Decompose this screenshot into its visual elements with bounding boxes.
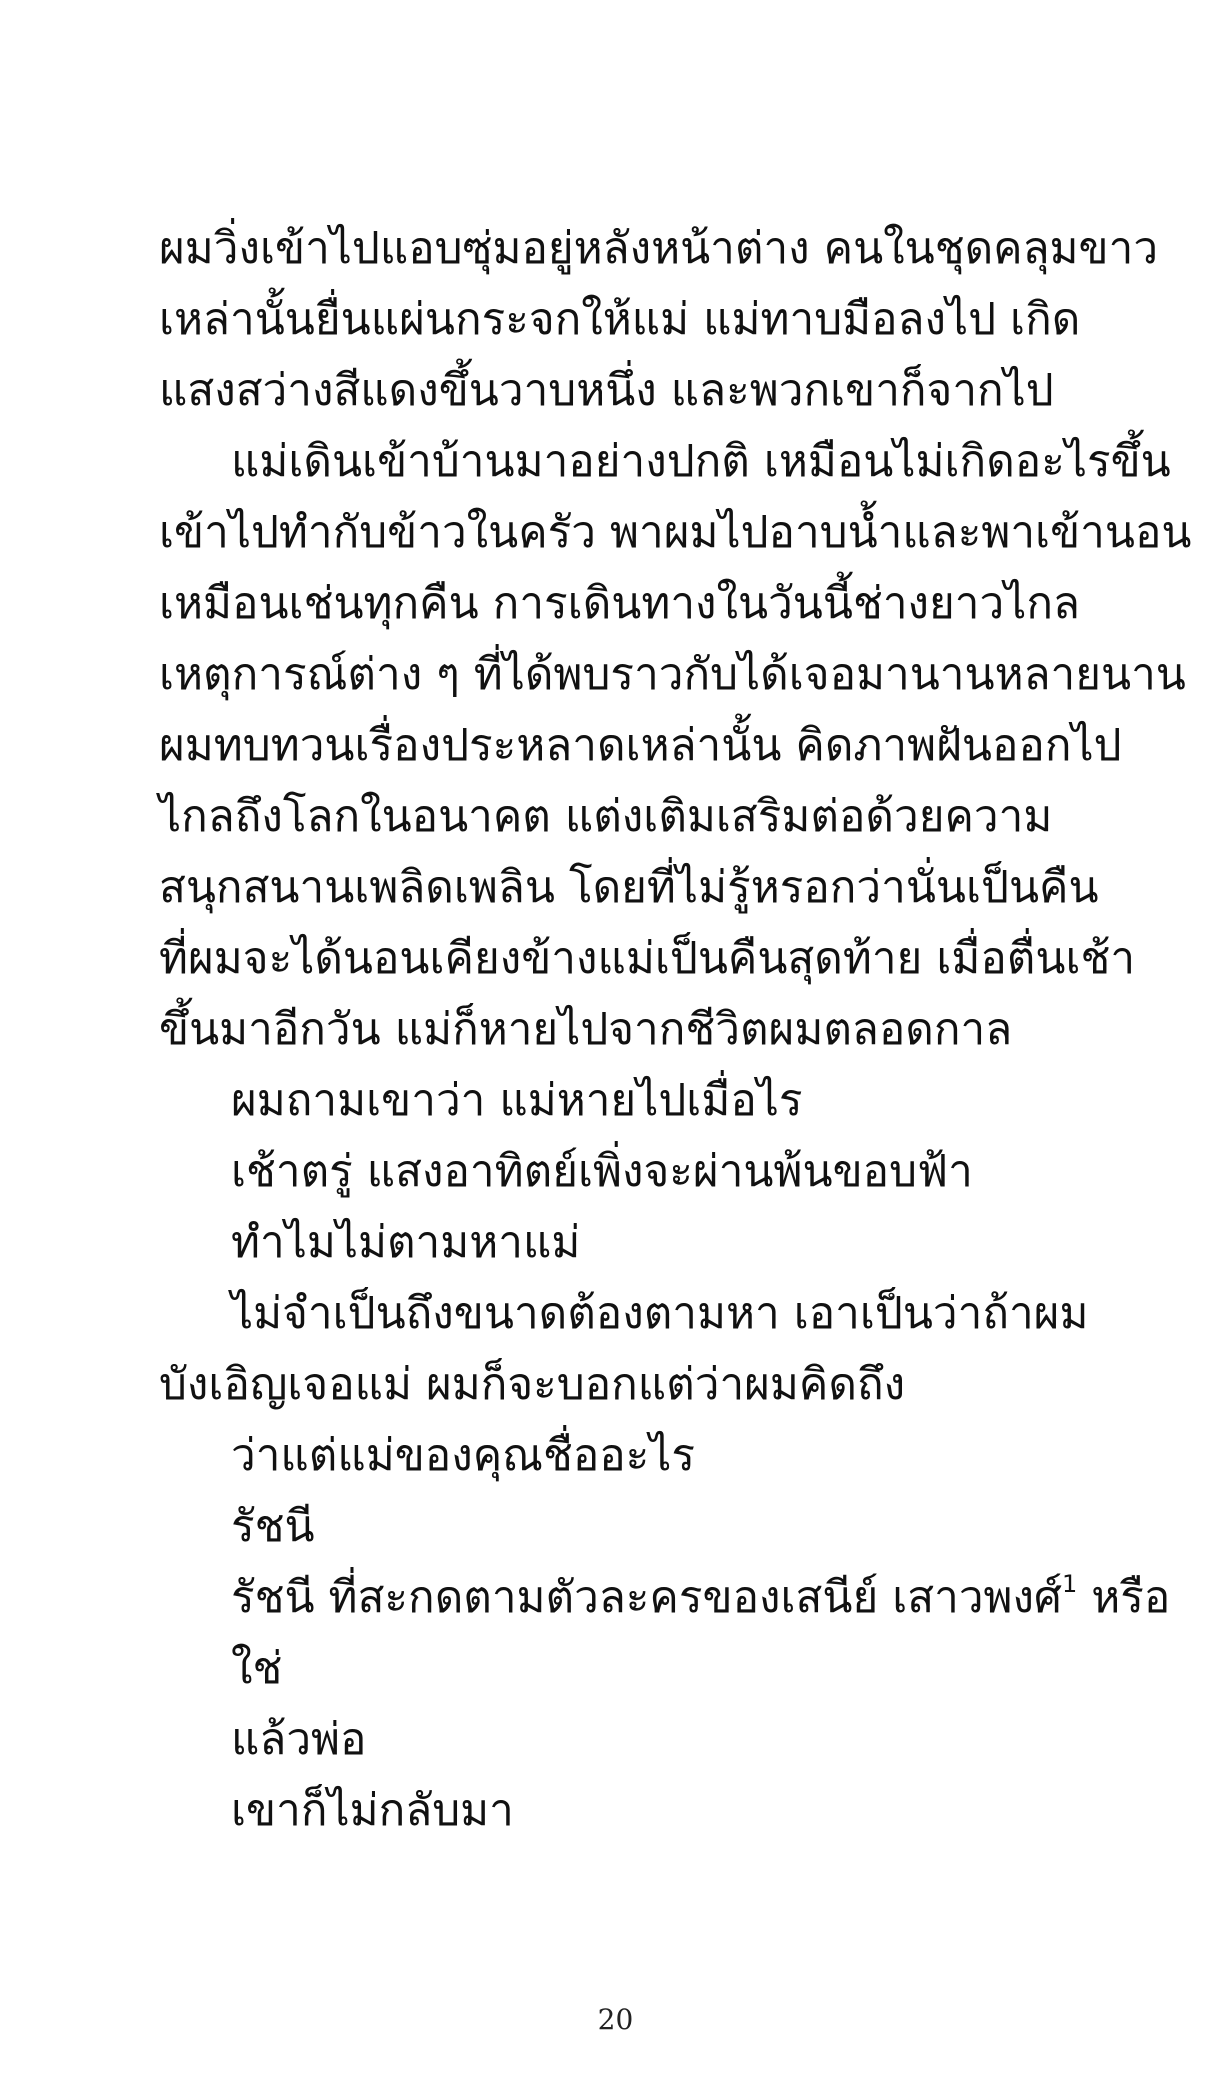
text-line: แล้วพ่อ <box>231 1714 367 1765</box>
text-line: รัชนี <box>231 1501 315 1552</box>
text-segment: รัชนี ที่สะกดตามตัวละครของเสนีย์ เสาวพงศ์ <box>231 1572 1062 1623</box>
text-line: ทำไมไม่ตามหาแม่ <box>231 1217 581 1268</box>
text-segment: หรือ <box>1077 1572 1171 1623</box>
text-line: ผมถามเขาว่า แม่หายไปเมื่อไร <box>231 1075 803 1126</box>
text-line: เหมือนเช่นทุกคืน การเดินทางในวันนี้ช่างยาวไกล <box>159 578 1080 629</box>
text-line: เหตุการณ์ต่าง ๆ ที่ได้พบราวกับได้เจอมานานหลายนาน <box>159 649 1186 700</box>
text-line: สนุกสนานเพลิดเพลิน โดยที่ไม่รู้หรอกว่านั่นเป็นคืน <box>159 862 1099 913</box>
text-line: ใช่ <box>231 1643 283 1694</box>
page-number: 20 <box>597 2003 634 2036</box>
text-line: แสงสว่างสีแดงขึ้นวาบหนึ่ง และพวกเขาก็จากไป <box>159 365 1054 416</box>
text-line: เช้าตรู่ แสงอาทิตย์เพิ่งจะผ่านพ้นขอบฟ้า <box>231 1146 973 1197</box>
text-line-with-footnote <box>159 1562 1171 1633</box>
text-line: เขาก็ไม่กลับมา <box>231 1785 514 1836</box>
text-line: เข้าไปทำกับข้าวในครัว พาผมไปอาบน้ำและพาเข้านอน <box>159 507 1192 558</box>
text-line: ที่ผมจะได้นอนเคียงข้างแม่เป็นคืนสุดท้าย เมื่อตื่นเช้า <box>159 933 1136 984</box>
text-line: เหล่านั้นยื่นแผ่นกระจกให้แม่ แม่ทาบมือลงไป เกิด <box>159 294 1081 345</box>
body-text <box>159 213 1192 1846</box>
text-line: บังเอิญเจอแม่ ผมก็จะบอกแต่ว่าผมคิดถึง <box>159 1359 906 1410</box>
text-line: แม่เดินเข้าบ้านมาอย่างปกติ เหมือนไม่เกิดอะไรขึ้น <box>231 436 1171 487</box>
text-line: ไม่จำเป็นถึงขนาดต้องตามหา เอาเป็นว่าถ้าผม <box>231 1288 1089 1339</box>
footnote-marker[interactable]: 1 <box>1061 1570 1078 1598</box>
text-line: ขึ้นมาอีกวัน แม่ก็หายไปจากชีวิตผมตลอดกาล <box>159 1004 1013 1055</box>
text-line: ไกลถึงโลกในอนาคต แต่งเติมเสริมต่อด้วยความ <box>159 791 1053 842</box>
text-line: ผมวิ่งเข้าไปแอบซุ่มอยู่หลังหน้าต่าง คนในชุดคลุมขาว <box>159 223 1159 274</box>
text-line: ว่าแต่แม่ของคุณชื่ออะไร <box>231 1430 696 1481</box>
text-line: ผมทบทวนเรื่องประหลาดเหล่านั้น คิดภาพฝันออกไป <box>159 720 1122 771</box>
